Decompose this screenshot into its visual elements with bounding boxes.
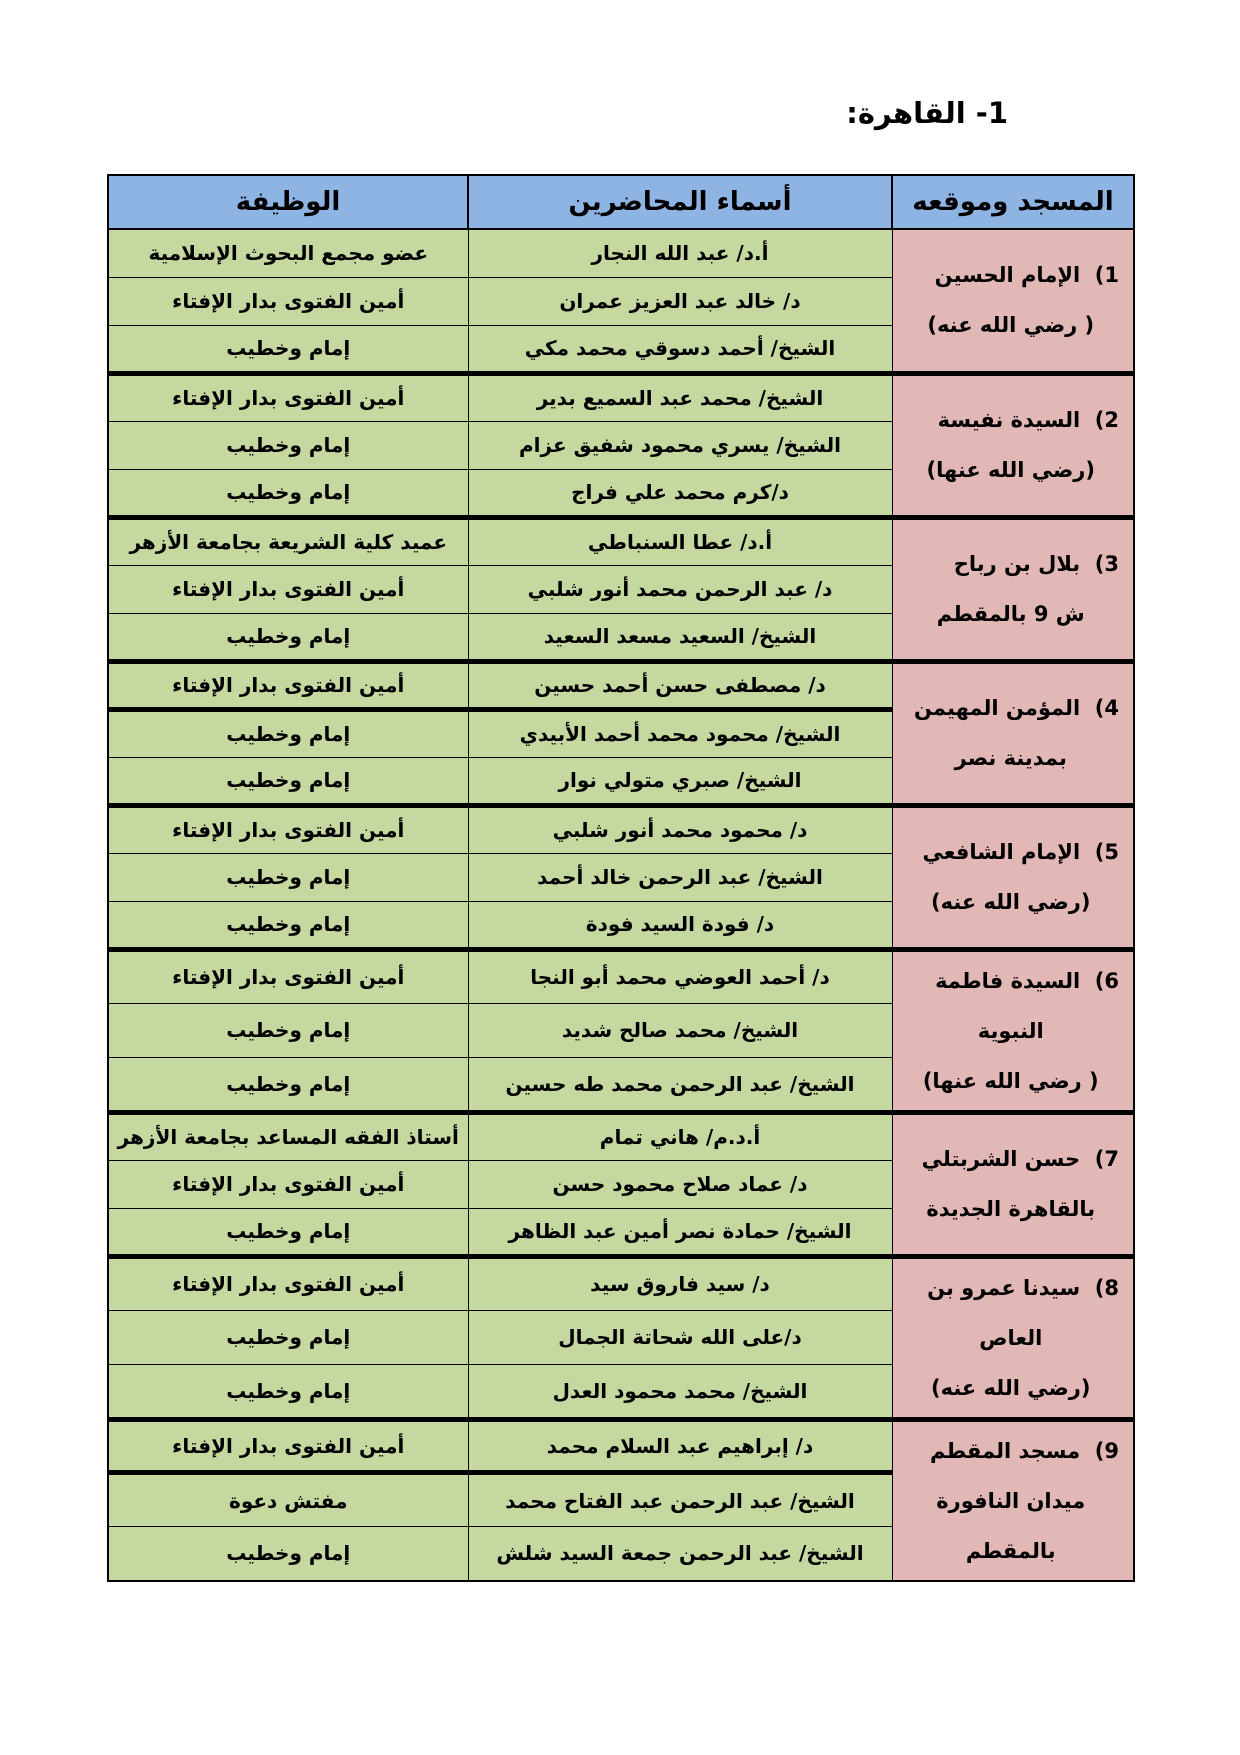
- lecturer-cell: أ.د/ عطا السنباطي: [468, 517, 892, 565]
- lecturer-cell: أ.د/ عبد الله النجار: [468, 229, 892, 277]
- mosque-name-line: 3) بلال بن رباح: [953, 552, 1119, 576]
- mosque-name-line: 4) المؤمن المهيمن: [914, 696, 1119, 720]
- page-title: 1- القاهرة:: [846, 96, 1008, 130]
- job-cell: أمين الفتوى بدار الإفتاء: [108, 277, 468, 325]
- job-cell: إمام وخطيب: [108, 613, 468, 661]
- table-row: [108, 1256, 1134, 1310]
- lecturer-cell: الشيخ/ عبد الرحمن خالد أحمد: [468, 853, 892, 901]
- job-cell: إمام وخطيب: [108, 469, 468, 517]
- job-cell: إمام وخطيب: [108, 901, 468, 949]
- job-cell: إمام وخطيب: [108, 325, 468, 373]
- job-cell: أمين الفتوى بدار الإفتاء: [108, 1256, 468, 1310]
- mosque-location-line: (رضي الله عنها): [926, 458, 1095, 482]
- mosque-location-line: بالمقطم: [965, 1538, 1056, 1563]
- job-cell: إمام وخطيب: [108, 1208, 468, 1256]
- header-lecturers-column: أسماء المحاضرين: [468, 175, 892, 229]
- lecturer-cell: الشيخ/ محمود محمد أحمد الأبيدي: [468, 709, 892, 757]
- job-cell: إمام وخطيب: [108, 853, 468, 901]
- job-cell: أمين الفتوى بدار الإفتاء: [108, 661, 468, 709]
- table-row: [108, 1419, 1134, 1473]
- job-cell: أمين الفتوى بدار الإفتاء: [108, 805, 468, 853]
- header-mosque-column: المسجد وموقعه: [892, 175, 1134, 229]
- job-cell: إمام وخطيب: [108, 1365, 468, 1419]
- job-cell: إمام وخطيب: [108, 1058, 468, 1112]
- lecturer-cell: د/ إبراهيم عبد السلام محمد: [468, 1419, 892, 1473]
- lecturer-cell: الشيخ/ السعيد مسعد السعيد: [468, 613, 892, 661]
- lecturer-cell: الشيخ/ أحمد دسوقي محمد مكي: [468, 325, 892, 373]
- mosque-location-line: ( رضي الله عنه): [927, 313, 1095, 338]
- lecturer-cell: الشيخ/ عبد الرحمن محمد طه حسين: [468, 1058, 892, 1112]
- job-cell: أمين الفتوى بدار الإفتاء: [108, 949, 468, 1003]
- lecturer-cell: الشيخ/ محمد محمود العدل: [468, 1365, 892, 1419]
- mosque-name-line: 2) السيدة نفيسة: [937, 408, 1119, 432]
- job-cell: أمين الفتوى بدار الإفتاء: [108, 565, 468, 613]
- lecturer-cell: د/ عبد الرحمن محمد أنور شلبي: [468, 565, 892, 613]
- mosque-cell: [892, 1419, 1134, 1581]
- lecturer-cell: د/ فودة السيد فودة: [468, 901, 892, 949]
- lecturer-cell: الشيخ/ يسري محمود شفيق عزام: [468, 421, 892, 469]
- mosque-location-line: (رضي الله عنه): [931, 1375, 1091, 1400]
- lecturer-cell: الشيخ/ عبد الرحمن جمعة السيد شلش: [468, 1527, 892, 1581]
- job-cell: إمام وخطيب: [108, 1527, 468, 1581]
- lecturer-cell: د/على الله شحاتة الجمال: [468, 1310, 892, 1364]
- lecturer-cell: د/ سيد فاروق سيد: [468, 1256, 892, 1310]
- mosque-cell: [892, 517, 1134, 661]
- mosque-name-line: 7) حسن الشربتلي: [921, 1147, 1119, 1171]
- table-row: [108, 517, 1134, 565]
- lecturer-cell: د/ محمود محمد أنور شلبي: [468, 805, 892, 853]
- table-row: [108, 661, 1134, 709]
- mosque-cell: [892, 805, 1134, 949]
- mosque-location-line: ( رضي الله عنها): [922, 1068, 1099, 1093]
- lecturer-cell: د/ مصطفى حسن أحمد حسين: [468, 661, 892, 709]
- lecturer-cell: الشيخ/ صبري متولي نوار: [468, 757, 892, 805]
- mosque-location-line: (رضي الله عنه): [931, 890, 1091, 914]
- mosque-cell: [892, 1256, 1134, 1419]
- job-cell: أمين الفتوى بدار الإفتاء: [108, 1160, 468, 1208]
- table-row: [108, 373, 1134, 421]
- job-cell: إمام وخطيب: [108, 1310, 468, 1364]
- job-cell: عميد كلية الشريعة بجامعة الأزهر: [108, 517, 468, 565]
- mosque-cell: [892, 661, 1134, 805]
- lecturer-cell: أ.د.م/ هاني تمام: [468, 1112, 892, 1160]
- job-cell: أمين الفتوى بدار الإفتاء: [108, 1419, 468, 1473]
- job-cell: إمام وخطيب: [108, 709, 468, 757]
- mosque-cell: [892, 373, 1134, 517]
- lecturer-cell: الشيخ/ حمادة نصر أمين عبد الظاهر: [468, 1208, 892, 1256]
- lecturer-cell: الشيخ/ محمد عبد السميع بدير: [468, 373, 892, 421]
- mosque-location-line: النبوية: [977, 1018, 1044, 1043]
- mosque-location-line: العاص: [979, 1325, 1043, 1350]
- mosque-name-line: 5) الإمام الشافعي: [922, 840, 1119, 864]
- roster-table: [107, 174, 1135, 1582]
- mosque-location-line: بالقاهرة الجديدة: [926, 1197, 1096, 1221]
- lecturer-cell: الشيخ/ محمد صالح شديد: [468, 1003, 892, 1057]
- mosque-cell: [892, 1112, 1134, 1256]
- mosque-location-line: بمدينة نصر: [954, 746, 1067, 770]
- header-job-column: الوظيفة: [108, 175, 468, 229]
- job-cell: إمام وخطيب: [108, 421, 468, 469]
- job-cell: إمام وخطيب: [108, 1003, 468, 1057]
- mosque-name-line: 8) سيدنا عمرو بن: [927, 1275, 1119, 1300]
- mosque-location-line: ش 9 بالمقطم: [936, 602, 1085, 626]
- job-cell: أمين الفتوى بدار الإفتاء: [108, 373, 468, 421]
- job-cell: أستاذ الفقه المساعد بجامعة الأزهر: [108, 1112, 468, 1160]
- mosque-name-line: 6) السيدة فاطمة: [935, 968, 1119, 993]
- lecturer-cell: الشيخ/ عبد الرحمن عبد الفتاح محمد: [468, 1473, 892, 1527]
- table-row: [108, 1112, 1134, 1160]
- job-cell: عضو مجمع البحوث الإسلامية: [108, 229, 468, 277]
- lecturer-cell: د/ أحمد العوضي محمد أبو النجا: [468, 949, 892, 1003]
- mosque-name-line: 1) الإمام الحسين: [934, 263, 1119, 288]
- table-row: [108, 949, 1134, 1003]
- header-row: [108, 175, 1134, 229]
- lecturer-cell: د/ عماد صلاح محمود حسن: [468, 1160, 892, 1208]
- lecturer-cell: د/ خالد عبد العزيز عمران: [468, 277, 892, 325]
- mosque-location-line: ميدان النافورة: [936, 1488, 1086, 1513]
- mosque-cell: [892, 949, 1134, 1112]
- lecturer-cell: د/كرم محمد علي فراج: [468, 469, 892, 517]
- table-row: [108, 229, 1134, 277]
- mosque-cell: [892, 229, 1134, 373]
- table-row: [108, 805, 1134, 853]
- job-cell: إمام وخطيب: [108, 757, 468, 805]
- mosque-name-line: 9) مسجد المقطم: [930, 1438, 1119, 1463]
- job-cell: مفتش دعوة: [108, 1473, 468, 1527]
